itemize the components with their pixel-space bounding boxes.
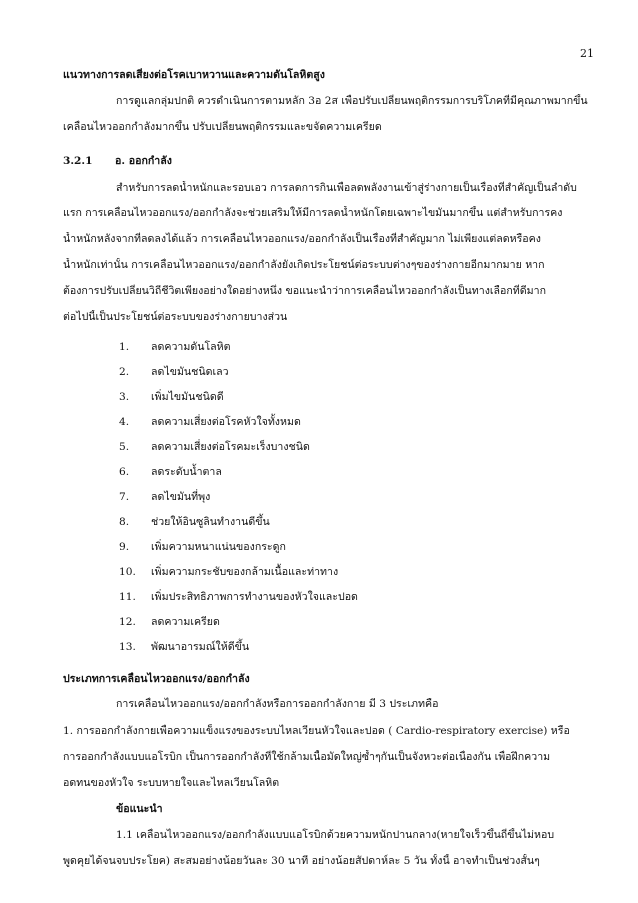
type1-line-1: 1. การออกกำลังกายเพื่อความแข็งแรงของระบบไหลเวียนหัวใจและปอด ( Cardio-respiratory exercise) หรือ <box>63 725 570 737</box>
list-item: 3. เพิ่มไขมันชนิดดี <box>119 391 224 403</box>
list-item: 9. เพิ่มความหนาแน่นของกระดูก <box>119 541 286 553</box>
section-heading <box>63 154 594 168</box>
intro-line-1: การดูแลกลุ่มปกติ ควรดำเนินการตามหลัก 3อ 2ส เพื่อปรับเปลี่ยนพฤติกรรมการบริโภคที่มีคุณภาพมากขึ้น <box>116 95 588 107</box>
list-item: 10. เพิ่มความกระชับของกล้ามเนื้อและท่าทาง <box>119 566 339 578</box>
list-item: 2. ลดไขมันชนิดเลว <box>119 366 229 378</box>
list-item: 12. ลดความเครียด <box>119 616 220 628</box>
list-item: 7. ลดไขมันที่พุง <box>119 491 211 503</box>
para1-line-6: ต่อไปนี้เป็นประโยชน์ต่อระบบของร่างกายบางส่วน <box>63 311 288 323</box>
section-number: 3.2.1 <box>63 155 93 167</box>
heading-exercise-types: ประเภทการเคลื่อนไหวออกแรง/ออกกำลัง <box>63 673 250 685</box>
list-item: 13. พัฒนาอารมณ์ให้ดีขึ้น <box>119 641 250 653</box>
para1-line-2: แรก การเคลื่อนไหวออกแรง/ออกกำลังจะช่วยเสริมให้มีการลดน้ำหนักโดยเฉพาะไขมันมากขึ้น แต่สำหรับการคง <box>63 207 563 219</box>
intro-line-2: เคลื่อนไหวออกกำลังมากขึ้น ปรับเปลี่ยนพฤติกรรมและขจัดความเครียด <box>63 121 382 133</box>
list-item: 4. ลดความเสี่ยงต่อโรคหัวใจทั้งหมด <box>119 416 301 428</box>
list-item: 11. เพิ่มประสิทธิภาพการทำงานของหัวใจและปอด <box>119 591 358 603</box>
advice-heading: ข้อแนะนำ <box>116 803 163 815</box>
type1-line-2: การออกกำลังแบบแอโรบิก เป็นการออกกำลังที่ใช้กล้ามเนื้อมัดใหญ่ซ้ำๆกันเป็นจังหวะต่อเนื่องกัน เพื่อฝึกความ <box>63 751 551 763</box>
list-item: 8. ช่วยให้อินซูลินทำงานดีขึ้น <box>119 516 270 528</box>
type1-line-3: อดทนของหัวใจ ระบบหายใจและไหลเวียนโลหิต <box>63 777 280 789</box>
section-title: อ. ออกกำลัง <box>115 155 172 167</box>
para1-line-3: น้ำหนักหลังจากที่ลดลงได้แล้ว การเคลื่อนไหวออกแรง/ออกกำลังเป็นเรื่องที่สำคัญมาก ไม่เพียงแต่ลดหรือคง <box>63 233 541 245</box>
para1-line-1: สำหรับการลดน้ำหนักและรอบเอว การลดการกินเพื่อลดพลังงานเข้าสู่ร่างกายเป็นเรื่องที่สำคัญเป็นลำดับ <box>116 182 577 194</box>
advice-line-2: พูดคุยได้จนจบประโยค) สะสมอย่างน้อยวันละ 30 นาที อย่างน้อยสัปดาห์ละ 5 วัน ทั้งนี้ อาจทำเป็นช่วงสั้นๆ <box>63 855 540 867</box>
types-intro: การเคลื่อนไหวออกแรง/ออกกำลังหรือการออกกำลังกาย มี 3 ประเภทคือ <box>116 698 439 710</box>
advice-line-1: 1.1 เคลื่อนไหวออกแรง/ออกกำลังแบบแอโรบิกด้วยความหนักปานกลาง(หายใจเร็วขึ้นถี่ขึ้นไม่หอบ <box>116 829 555 841</box>
list-item: 6. ลดระดับน้ำตาล <box>119 466 222 478</box>
list-item: 5. ลดความเสี่ยงต่อโรคมะเร็งบางชนิด <box>119 441 310 453</box>
list-item: 1. ลดความดันโลหิต <box>119 341 231 353</box>
para1-line-4: น้ำหนักเท่านั้น การเคลื่อนไหวออกแรง/ออกกำลังยังเกิดประโยชน์ต่อระบบต่างๆของร่างกายอีกมากมาย หาก <box>63 259 545 271</box>
heading-diabetes-risk: แนวทางการลดเสี่ยงต่อโรคเบาหวานและความดันโลหิตสูง <box>63 69 325 81</box>
page-number: 21 <box>580 47 594 60</box>
para1-line-5: ต้องการปรับเปลี่ยนวิถีชีวิตเพียงอย่างใดอย่างหนึ่ง ขอแนะนำว่าการเคลื่อนไหวออกกำลังเป็นทางเลือกที่ดีมาก <box>63 285 546 297</box>
